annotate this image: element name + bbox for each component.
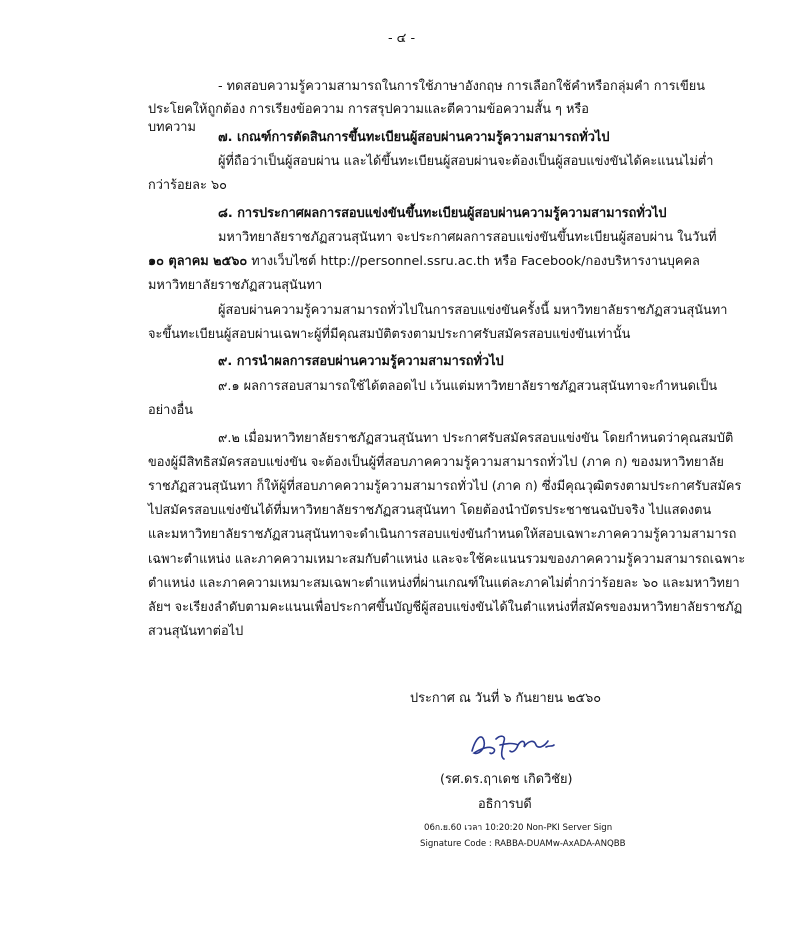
section-9-1-line-2: อย่างอื่น <box>148 403 194 418</box>
section-8-line-3: มหาวิทยาลัยราชภัฏสวนสุนันทา <box>148 278 323 293</box>
section-8-line-1: มหาวิทยาลัยราชภัฏสวนสุนันทา จะประกาศผลการสอบแข่งขันขึ้นทะเบียนผู้สอบผ่าน ในวันที่ <box>218 230 717 245</box>
section-9-2-line-4: ไปสมัครสอบแข่งขันได้ที่มหาวิทยาลัยราชภัฏสวนสุนันทา โดยต้องนำบัตรประชาชนฉบับจริง ไปแสดงตน <box>148 503 712 518</box>
section-9-2-line-8: ลัยฯ จะเรียงลำดับตามคะแนนเพื่อประกาศขึ้นบัญชีผู้สอบแข่งขันได้ในตำแหน่งที่สมัครของมหาวิทยาลัยราชภัฏ <box>148 600 743 615</box>
signature-stroke-2 <box>496 736 518 759</box>
signature-stroke-3 <box>518 741 554 747</box>
page-number: - ๔ - <box>388 31 416 46</box>
section-9-2-line-5: และมหาวิทยาลัยราชภัฏสวนสุนันทาจะดำเนินการสอบแข่งขันกำหนดให้สอบเฉพาะภาคความรู้ความสามารถ <box>148 527 737 542</box>
section-9-2-line-2: ของผู้มีสิทธิสมัครสอบแข่งขัน จะต้องเป็นผู้ที่สอบภาคความรู้ความสามารถทั่วไป (ภาค ก) ของมหาวิทยาลัย <box>148 455 724 470</box>
section-7-line-2: กว่าร้อยละ ๖๐ <box>148 178 227 193</box>
signature-stroke-1 <box>472 737 495 754</box>
english-test-line-1: - ทดสอบความรู้ความสามารถในการใช้ภาษาอังกฤษ การเลือกใช้คำหรือกลุ่มคำ การเขียน <box>218 79 705 94</box>
section-9-2-line-6: เฉพาะตำแหน่ง และภาคความเหมาะสมกับตำแหน่ง และจะใช้คะแนนรวมของภาคความรู้ความสามารถเฉพาะ <box>148 552 746 567</box>
section-8-line-5: จะขึ้นทะเบียนผู้สอบผ่านเฉพาะผู้ที่มีคุณสมบัติตรงตามประกาศรับสมัครสอบแข่งขันเท่านั้น <box>148 327 631 342</box>
section-9-heading: ๙. การนำผลการสอบผ่านความรู้ความสามารถทั่วไป <box>218 354 504 369</box>
section-9-2-line-3: ราชภัฏสวนสุนันทา ก็ให้ผู้ที่สอบภาคความรู้ความสามารถทั่วไป (ภาค ก) ซึ่งมีคุณวุฒิตรงตามประกาศรับสมัคร <box>148 479 742 494</box>
section-8-line-2 <box>148 253 700 271</box>
handwritten-signature <box>466 727 558 761</box>
result-announcement-date: ๑๐ ตุลาคม ๒๕๖๐ <box>148 254 248 269</box>
signer-name: (รศ.ดร.ฤาเดช เกิดวิชัย) <box>440 772 573 787</box>
section-9-2-line-7: ตำแหน่ง และภาคความเหมาะสมเฉพาะตำแหน่งที่ผ่านเกณฑ์ในแต่ละภาคไม่ต่ำกว่าร้อยละ ๖๐ และมหาวิทยา <box>148 576 740 591</box>
section-8-line-4: ผู้สอบผ่านความรู้ความสามารถทั่วไปในการสอบแข่งขันครั้งนี้ มหาวิทยาลัยราชภัฏสวนสุนันทา <box>218 303 728 318</box>
section-9-2-line-1: ๙.๒ เมื่อมหาวิทยาลัยราชภัฏสวนสุนันทา ประกาศรับสมัครสอบแข่งขัน โดยกำหนดว่าคุณสมบัติ <box>218 431 734 446</box>
section-8-heading: ๘. การประกาศผลการสอบแข่งขันขึ้นทะเบียนผู้สอบผ่านความรู้ความสามารถทั่วไป <box>218 206 667 221</box>
electronic-sign-timestamp: 06ก.ย.60 เวลา 10:20:20 Non-PKI Server Sign <box>424 823 613 833</box>
section-9-1-line-1: ๙.๑ ผลการสอบสามารถใช้ได้ตลอดไป เว้นแต่มหาวิทยาลัยราชภัฏสวนสุนันทาจะกำหนดเป็น <box>218 379 718 394</box>
section-7-line-1: ผู้ที่ถือว่าเป็นผู้สอบผ่าน และได้ขึ้นทะเบียนผู้สอบผ่านจะต้องเป็นผู้สอบแข่งขันได้คะแนนไม่ต่ำ <box>218 154 714 169</box>
english-test-line-2: ประโยคให้ถูกต้อง การเรียงข้อความ การสรุปความและตีความข้อความสั้น ๆ หรือบทความ <box>148 102 589 135</box>
section-7-heading: ๗. เกณฑ์การตัดสินการขึ้นทะเบียนผู้สอบผ่านความรู้ความสามารถทั่วไป <box>218 130 610 145</box>
signer-title: อธิการบดี <box>478 797 532 812</box>
section-9-2-line-9: สวนสุนันทาต่อไป <box>148 624 244 639</box>
result-website-text: ทางเว็บไซต์ http://personnel.ssru.ac.th หรือ Facebook/กองบริหารงานบุคคล <box>247 254 700 269</box>
electronic-signature-code: Signature Code : RABBA-DUAMw-AxADA-ANQBB <box>420 839 626 849</box>
announcement-date: ประกาศ ณ วันที่ ๖ กันยายน ๒๕๖๐ <box>410 691 602 706</box>
